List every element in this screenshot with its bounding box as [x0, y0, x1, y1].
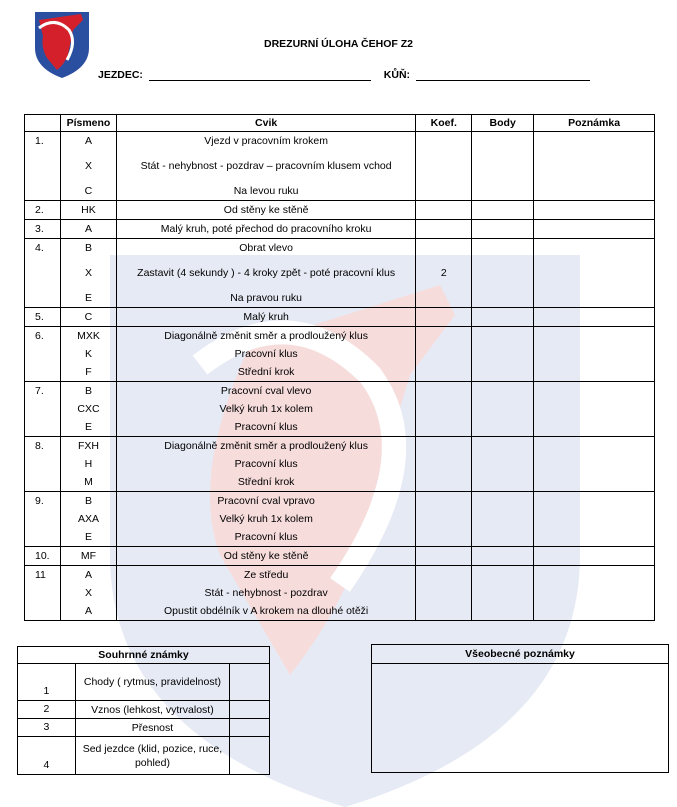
table-row	[25, 566, 655, 621]
row-coef: 2	[416, 239, 472, 308]
row-number	[25, 547, 61, 566]
row-number	[25, 201, 61, 220]
exercise-text: Diagonálně změnit směr a prodloužený klus	[164, 440, 368, 452]
row-coef	[416, 327, 472, 382]
summary-criterion: Chody ( rytmus, pravidelnost)	[75, 664, 229, 701]
row-letters	[60, 327, 116, 382]
summary-score-cell[interactable]	[230, 701, 270, 719]
table-header-row	[25, 115, 655, 132]
exercise-text: Velký kruh 1x kolem	[219, 403, 313, 415]
letter-code: A	[84, 605, 92, 617]
page-title: DREZURNÍ ÚLOHA ČEHOF Z2	[264, 38, 413, 50]
row-points-cell[interactable]	[472, 566, 534, 621]
letter-code: K	[84, 348, 92, 360]
row-letters	[60, 437, 116, 492]
row-number-text: 10.	[35, 550, 50, 562]
row-letters	[60, 492, 116, 547]
summary-title: Souhrnné známky	[18, 647, 270, 664]
row-number	[25, 382, 61, 437]
horse-field[interactable]	[416, 69, 590, 81]
row-exercise	[116, 327, 415, 382]
row-points-cell[interactable]	[472, 132, 534, 201]
row-coef	[416, 308, 472, 327]
col-coef: Koef.	[416, 115, 472, 132]
row-number	[25, 239, 61, 308]
row-number-text: 7.	[35, 385, 44, 397]
rider-label: JEZDEC:	[98, 69, 143, 81]
exercise-text: Stát - nehybnost - pozdrav – pracovním klusem vchod	[140, 160, 392, 172]
letter-code: A	[84, 135, 92, 147]
table-row	[25, 239, 655, 308]
row-number-text: 5.	[35, 311, 44, 323]
row-number-text: 2.	[35, 204, 44, 216]
row-coef	[416, 201, 472, 220]
table-row	[25, 220, 655, 239]
exercise-text: Zastavit (4 sekundy ) - 4 kroky zpět - poté pracovní klus	[137, 267, 396, 279]
letter-code: HK	[81, 204, 96, 216]
exercise-text: Velký kruh 1x kolem	[219, 513, 313, 525]
row-points-cell[interactable]	[472, 547, 534, 566]
exercise-table	[24, 114, 655, 621]
row-number-text: 11	[35, 569, 46, 581]
row-coef	[416, 437, 472, 492]
letter-code: X	[84, 587, 92, 599]
exercise-text: Malý kruh	[243, 311, 289, 323]
row-letters	[60, 382, 116, 437]
summary-number: 4	[18, 737, 76, 775]
exercise-text: Od stěny ke stěně	[223, 204, 309, 216]
letter-code: X	[84, 160, 92, 172]
exercise-text: Pracovní klus	[234, 531, 298, 543]
letter-code: B	[84, 242, 92, 254]
letter-code: F	[85, 366, 92, 378]
row-exercise	[116, 382, 415, 437]
row-exercise	[116, 308, 415, 327]
row-exercise	[116, 220, 415, 239]
exercise-text: Na pravou ruku	[230, 292, 303, 304]
row-number	[25, 327, 61, 382]
summary-number: 2	[18, 701, 76, 719]
exercise-text: Pracovní klus	[234, 348, 298, 360]
row-points-cell[interactable]	[472, 239, 534, 308]
letter-code: B	[84, 495, 92, 507]
row-coef	[416, 566, 472, 621]
row-note-cell[interactable]	[534, 382, 655, 437]
rider-field[interactable]	[149, 69, 371, 81]
exercise-text: Diagonálně změnit směr a prodloužený klus	[164, 330, 368, 342]
summary-row	[18, 737, 270, 775]
row-points-cell[interactable]	[472, 382, 534, 437]
summary-row	[18, 701, 270, 719]
letter-code: MF	[80, 550, 97, 562]
row-exercise	[116, 132, 415, 201]
exercise-text: Od stěny ke stěně	[223, 550, 309, 562]
letter-code: H	[84, 458, 93, 470]
exercise-text: Pracovní klus	[234, 458, 298, 470]
row-note-cell[interactable]	[534, 327, 655, 382]
letter-code: B	[84, 385, 92, 397]
row-note-cell[interactable]	[534, 492, 655, 547]
row-points-cell[interactable]	[472, 492, 534, 547]
row-exercise	[116, 492, 415, 547]
row-number	[25, 132, 61, 201]
summary-number: 3	[18, 719, 76, 737]
row-note-cell[interactable]	[534, 308, 655, 327]
row-exercise	[116, 437, 415, 492]
row-note-cell[interactable]	[534, 437, 655, 492]
exercise-text: Na levou ruku	[233, 185, 299, 197]
general-notes-box[interactable]	[371, 644, 669, 773]
row-points-cell[interactable]	[472, 201, 534, 220]
exercise-text: Malý kruh, poté přechod do pracovního kroku	[160, 223, 372, 235]
row-letters	[60, 132, 116, 201]
exercise-text: Pracovní cval vpravo	[217, 495, 315, 507]
table-row	[25, 132, 655, 201]
col-points: Body	[472, 115, 534, 132]
col-number	[25, 115, 61, 132]
letter-code: E	[84, 421, 92, 433]
exercise-text: Stát - nehybnost - pozdrav	[204, 587, 328, 599]
letter-code: A	[84, 223, 92, 235]
letter-code: AXA	[77, 513, 99, 525]
row-note-cell[interactable]	[534, 547, 655, 566]
row-number	[25, 220, 61, 239]
summary-row	[18, 664, 270, 701]
summary-criterion: Přesnost	[75, 719, 229, 737]
exercise-text: Vjezd v pracovním krokem	[204, 135, 328, 147]
row-note-cell[interactable]	[534, 566, 655, 621]
letter-code: C	[84, 311, 93, 323]
letter-code: CXC	[77, 403, 100, 415]
summary-number: 1	[18, 664, 76, 701]
exercise-text: Pracovní klus	[234, 421, 298, 433]
summary-row	[18, 719, 270, 737]
exercise-text: Ze středu	[243, 569, 289, 581]
table-row	[25, 308, 655, 327]
row-letters	[60, 308, 116, 327]
table-row	[25, 327, 655, 382]
letter-code: E	[84, 292, 92, 304]
table-row	[25, 201, 655, 220]
letter-code: A	[84, 569, 92, 581]
row-number-text: 6.	[35, 330, 44, 342]
row-note-cell[interactable]	[534, 220, 655, 239]
row-coef	[416, 132, 472, 201]
row-number-text: 9.	[35, 495, 44, 507]
horse-label: KŮŇ:	[383, 69, 411, 81]
row-number-text: 3.	[35, 223, 44, 235]
row-letters	[60, 220, 116, 239]
exercise-text: Střední krok	[237, 476, 295, 488]
row-number	[25, 492, 61, 547]
summary-criterion: Vznos (lehkost, vytrvalost)	[75, 701, 229, 719]
table-row	[25, 382, 655, 437]
letter-code: MXK	[77, 330, 100, 342]
letter-code: C	[84, 185, 93, 197]
summary-table	[17, 646, 270, 775]
row-letters	[60, 566, 116, 621]
row-exercise	[116, 547, 415, 566]
row-note-cell[interactable]	[534, 132, 655, 201]
table-row	[25, 437, 655, 492]
exercise-text: Obrat vlevo	[239, 242, 293, 254]
row-points-cell[interactable]	[472, 308, 534, 327]
col-letter: Písmeno	[60, 115, 116, 132]
row-exercise	[116, 201, 415, 220]
row-coef	[416, 547, 472, 566]
col-note: Poznámka	[534, 115, 655, 132]
row-number	[25, 437, 61, 492]
row-note-cell[interactable]	[534, 239, 655, 308]
table-row	[25, 492, 655, 547]
row-points-cell[interactable]	[472, 220, 534, 239]
summary-criterion: Sed jezdce (klid, pozice, ruce, pohled)	[75, 737, 229, 775]
row-letters	[60, 547, 116, 566]
row-number-text: 4.	[35, 242, 44, 254]
row-letters	[60, 239, 116, 308]
row-number-text: 1.	[35, 135, 44, 147]
exercise-text: Opustit obdélník v A krokem na dlouhé otěži	[163, 605, 369, 617]
row-number-text: 8.	[35, 440, 44, 452]
row-coef	[416, 382, 472, 437]
letter-code: X	[84, 267, 92, 279]
general-notes-title: Všeobecné poznámky	[372, 645, 668, 664]
summary-score-cell[interactable]	[230, 737, 270, 775]
rider-horse-line	[98, 69, 590, 81]
row-letters	[60, 201, 116, 220]
summary-score-cell[interactable]	[230, 664, 270, 701]
summary-score-cell[interactable]	[230, 719, 270, 737]
row-number	[25, 308, 61, 327]
col-exercise: Cvik	[116, 115, 415, 132]
row-points-cell[interactable]	[472, 327, 534, 382]
table-row	[25, 547, 655, 566]
row-coef	[416, 220, 472, 239]
letter-code: FXH	[77, 440, 99, 452]
row-coef	[416, 492, 472, 547]
row-points-cell[interactable]	[472, 437, 534, 492]
row-number	[25, 566, 61, 621]
letter-code: M	[84, 476, 93, 488]
row-note-cell[interactable]	[534, 201, 655, 220]
exercise-text: Pracovní cval vlevo	[220, 385, 312, 397]
letter-code: E	[84, 531, 92, 543]
exercise-text: Střední krok	[237, 366, 295, 378]
row-exercise	[116, 239, 415, 308]
row-exercise	[116, 566, 415, 621]
